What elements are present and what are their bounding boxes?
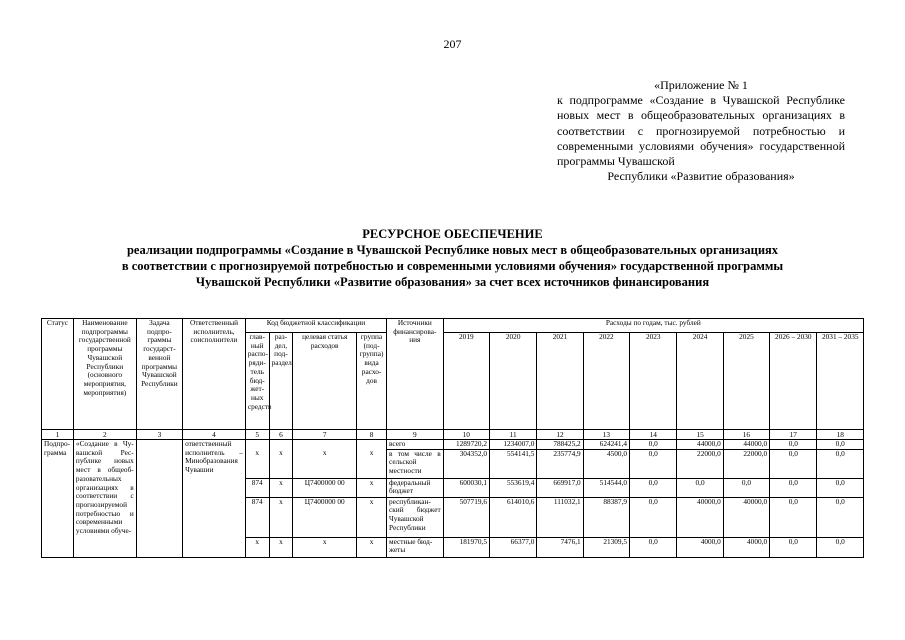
value-cell: 0,0 bbox=[630, 449, 677, 478]
source-cell: республиканский бюджет Чувашской Республики bbox=[387, 497, 444, 537]
header-target: целевая статья расходов bbox=[293, 333, 357, 430]
value-cell: 0,0 bbox=[817, 497, 864, 537]
grbs-cell: 874 bbox=[245, 478, 269, 497]
status-cell: Подпрограмма bbox=[42, 440, 74, 558]
value-cell: 0,0 bbox=[770, 449, 817, 478]
column-index-row bbox=[42, 430, 864, 440]
appendix-last-line: Республики «Развитие образования» bbox=[607, 169, 795, 184]
value-cell: 0,0 bbox=[770, 478, 817, 497]
header-task: Задача подпрограммы государственной программы Чувашской Республики bbox=[136, 319, 182, 430]
value-cell: 44000,0 bbox=[677, 440, 723, 450]
source-cell: в том числе в сельской местности bbox=[387, 449, 444, 478]
heading-line-3: в соответствии с прогнозируемой потребностью и современными условиями обучения» государственной программы bbox=[121, 259, 784, 273]
value-cell: 1234007,0 bbox=[489, 440, 536, 450]
header-year: 2024 bbox=[677, 333, 723, 430]
header-name: Наименование подпрограммы государственной программы Чувашской Республики (основного мероприятия, мероприятия) bbox=[73, 319, 136, 430]
index-cell: 10 bbox=[443, 430, 489, 440]
section-cell: х bbox=[269, 478, 293, 497]
header-expenses: Расходы по годам, тыс. рублей bbox=[443, 319, 863, 333]
value-cell: 1289720,2 bbox=[443, 440, 489, 450]
header-status: Статус bbox=[42, 319, 74, 430]
value-cell: 624241,4 bbox=[583, 440, 629, 450]
value-cell: 0,0 bbox=[817, 537, 864, 557]
group-cell: х bbox=[357, 497, 387, 537]
index-cell: 8 bbox=[357, 430, 387, 440]
value-cell: 40000,0 bbox=[677, 497, 723, 537]
group-cell: х bbox=[357, 537, 387, 557]
value-cell: 21309,5 bbox=[583, 537, 629, 557]
value-cell: 0,0 bbox=[630, 478, 677, 497]
value-cell: 40000,0 bbox=[723, 497, 769, 537]
value-cell: 0,0 bbox=[677, 478, 723, 497]
index-cell: 6 bbox=[269, 430, 293, 440]
target-cell: х bbox=[293, 449, 357, 478]
value-cell: 788425,2 bbox=[537, 440, 583, 450]
index-cell: 2 bbox=[73, 430, 136, 440]
value-cell: 0,0 bbox=[630, 440, 677, 450]
appendix-block bbox=[557, 78, 845, 184]
header-grbs: главный распорядитель бюджетных средств bbox=[245, 333, 269, 430]
source-cell: федеральный бюджет bbox=[387, 478, 444, 497]
index-cell: 9 bbox=[387, 430, 444, 440]
value-cell: 600030,1 bbox=[443, 478, 489, 497]
value-cell: 554141,5 bbox=[489, 449, 536, 478]
value-cell: 0,0 bbox=[817, 449, 864, 478]
value-cell: 0,0 bbox=[630, 537, 677, 557]
document-heading bbox=[20, 226, 885, 290]
grbs-cell: 874 bbox=[245, 497, 269, 537]
table-row bbox=[42, 440, 864, 450]
value-cell: 0,0 bbox=[817, 478, 864, 497]
value-cell: 111032,1 bbox=[537, 497, 583, 537]
value-cell: 669917,0 bbox=[537, 478, 583, 497]
header-year: 2021 bbox=[537, 333, 583, 430]
group-cell: х bbox=[357, 478, 387, 497]
index-cell: 17 bbox=[770, 430, 817, 440]
value-cell: 0,0 bbox=[770, 497, 817, 537]
header-executor: Ответственный исполнитель, соисполнители bbox=[183, 319, 246, 430]
value-cell: 181970,5 bbox=[443, 537, 489, 557]
value-cell: 22000,0 bbox=[677, 449, 723, 478]
value-cell: 44000,0 bbox=[723, 440, 769, 450]
appendix-body: к подпрограмме «Создание в Чувашской Республике новых мест в общеобразовательных организациях в соответствии с прогнозируемой потребностью и современными условиями обучения» государственной программы Чувашской bbox=[557, 93, 845, 169]
heading-line-2: реализации подпрограммы «Создание в Чувашской Республике новых мест в общеобразовательных организациях bbox=[126, 243, 779, 257]
value-cell: 514544,0 bbox=[583, 478, 629, 497]
index-cell: 16 bbox=[723, 430, 769, 440]
header-section: раздел, подраздел bbox=[269, 333, 293, 430]
value-cell: 0,0 bbox=[817, 440, 864, 450]
grbs-cell: х bbox=[245, 537, 269, 557]
value-cell: 0,0 bbox=[770, 440, 817, 450]
index-cell: 7 bbox=[293, 430, 357, 440]
subprogram-name-cell: «Создание в Чувашской Республике новых мест в общеобразовательных организациях в соответствии с прогнозируемой потребностью и современными условиями обуче- bbox=[73, 440, 136, 558]
source-cell: всего bbox=[387, 440, 444, 450]
header-group: группа (подгруппа) вида расходов bbox=[357, 333, 387, 430]
header-year: 2031 – 2035 bbox=[817, 333, 864, 430]
value-cell: 304352,0 bbox=[443, 449, 489, 478]
value-cell: 553619,4 bbox=[489, 478, 536, 497]
group-cell: х bbox=[357, 449, 387, 478]
section-cell: х bbox=[269, 449, 293, 478]
header-year: 2026 – 2030 bbox=[770, 333, 817, 430]
index-cell: 12 bbox=[537, 430, 583, 440]
value-cell: 66377,0 bbox=[489, 537, 536, 557]
grbs-cell: х bbox=[245, 449, 269, 478]
value-cell: 0,0 bbox=[723, 478, 769, 497]
header-year: 2025 bbox=[723, 333, 769, 430]
value-cell: 4000,0 bbox=[723, 537, 769, 557]
target-cell: Ц7400000 00 bbox=[293, 497, 357, 537]
value-cell: 0,0 bbox=[630, 497, 677, 537]
page-number: 207 bbox=[443, 37, 462, 51]
value-cell: 22000,0 bbox=[723, 449, 769, 478]
index-cell: 14 bbox=[630, 430, 677, 440]
index-cell: 18 bbox=[817, 430, 864, 440]
header-budget-code: Код бюджетной классификации bbox=[245, 319, 386, 333]
value-cell: 235774,9 bbox=[537, 449, 583, 478]
section-cell: х bbox=[269, 497, 293, 537]
target-cell: Ц7400000 00 bbox=[293, 478, 357, 497]
heading-line-4: Чувашской Республики «Развитие образования» за счет всех источников финансирования bbox=[195, 275, 710, 289]
section-cell: х bbox=[269, 537, 293, 557]
index-cell: 3 bbox=[136, 430, 182, 440]
executor-cell: ответственный исполнитель – Минобразования Чувашии bbox=[183, 440, 246, 558]
task-cell bbox=[136, 440, 182, 558]
value-cell: 507719,6 bbox=[443, 497, 489, 537]
index-cell: 1 bbox=[42, 430, 74, 440]
target-cell: х bbox=[293, 537, 357, 557]
index-cell: 13 bbox=[583, 430, 629, 440]
header-year: 2022 bbox=[583, 333, 629, 430]
source-cell: местные бюджеты bbox=[387, 537, 444, 557]
header-year: 2019 bbox=[443, 333, 489, 430]
header-year: 2023 bbox=[630, 333, 677, 430]
value-cell: 4000,0 bbox=[677, 537, 723, 557]
value-cell: 7476,1 bbox=[537, 537, 583, 557]
value-cell: 4500,0 bbox=[583, 449, 629, 478]
resource-table bbox=[41, 318, 864, 558]
index-cell: 5 bbox=[245, 430, 269, 440]
index-cell: 11 bbox=[489, 430, 536, 440]
header-source: Источники финансирования bbox=[387, 319, 444, 430]
heading-line-1: РЕСУРСНОЕ ОБЕСПЕЧЕНИЕ bbox=[362, 227, 543, 241]
index-cell: 15 bbox=[677, 430, 723, 440]
value-cell: 0,0 bbox=[770, 537, 817, 557]
value-cell: 88387,9 bbox=[583, 497, 629, 537]
appendix-title: «Приложение № 1 bbox=[654, 78, 748, 92]
value-cell: 614010,6 bbox=[489, 497, 536, 537]
header-year: 2020 bbox=[489, 333, 536, 430]
index-cell: 4 bbox=[183, 430, 246, 440]
